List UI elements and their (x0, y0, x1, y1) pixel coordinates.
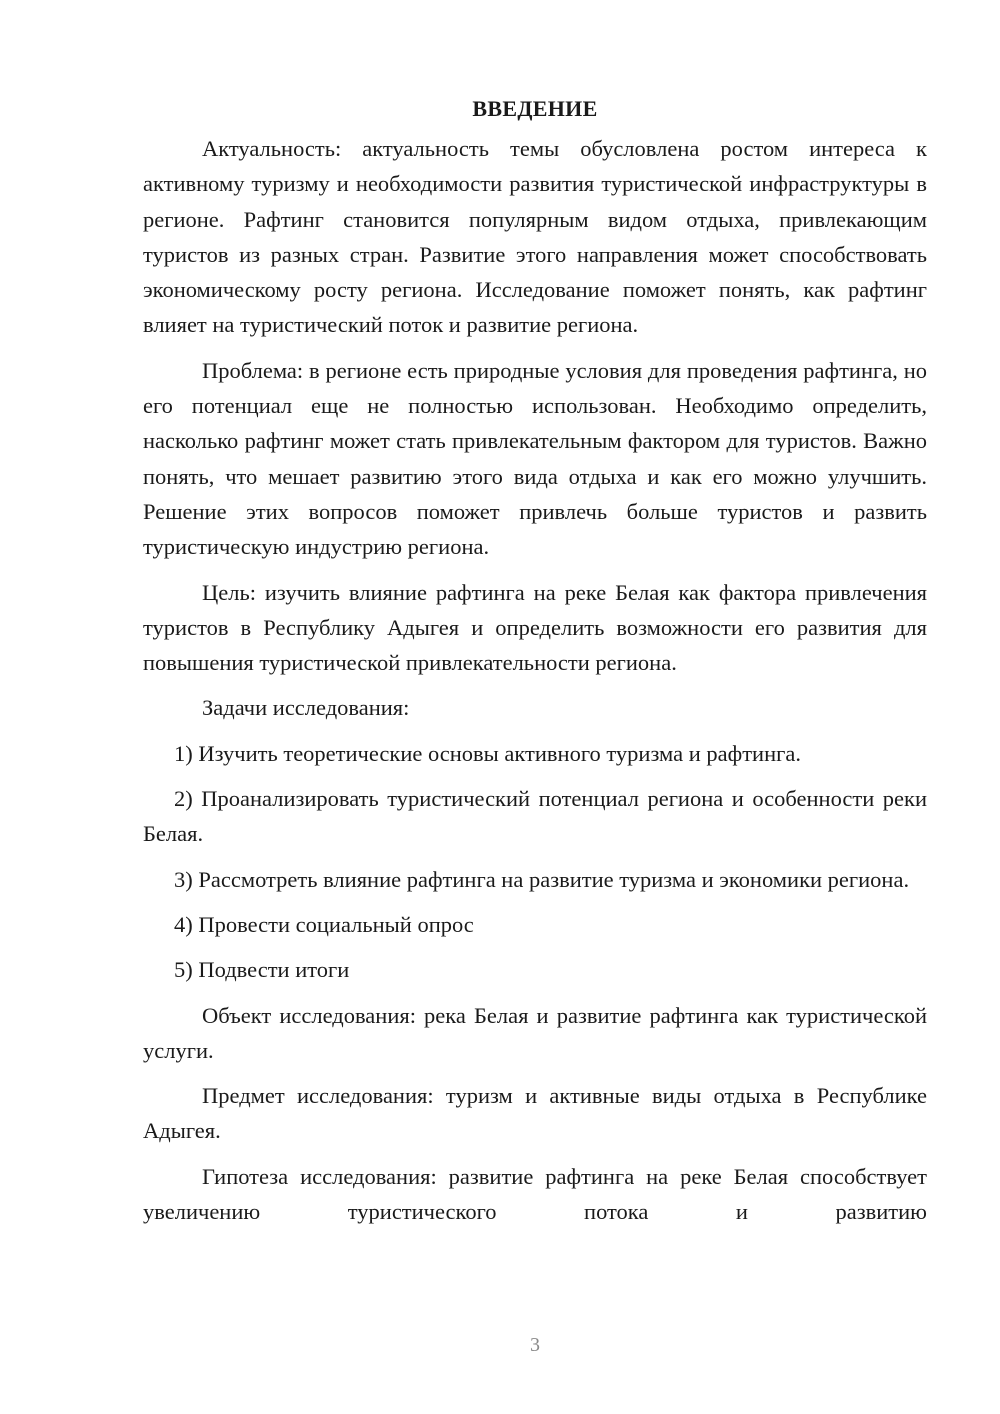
page-number: 3 (530, 1334, 540, 1356)
object-paragraph: Объект исследования: река Белая и развитие рафтинга как туристической услуги. (143, 1002, 927, 1063)
problem-paragraph: Проблема: в регионе есть природные условия для проведения рафтинга, но его потенциал еще не полностью использован. Необходимо определить, насколько рафтинг может стать привлекательным фактором для туристов. Важно понять, что мешает развитию этого вида отдыха и как его можно улучшить. Решение этих вопросов поможет привлечь больше туристов и развить туристическую индустрию региона. (143, 357, 927, 560)
hypothesis-paragraph: Гипотеза исследования: развитие рафтинга на реке Белая способствует увеличению туристического потока и развитию (143, 1163, 927, 1225)
relevance-paragraph: Актуальность: актуальность темы обусловлена ростом интереса к активному туризму и необходимости развития туристической инфраструктуры в регионе. Рафтинг становится популярным видом отдыха, привлекающим туристов из разных стран. Развитие этого направления может способствовать экономическому росту региона. Исследование поможет понять, как рафтинг влияет на туристический поток и развитие региона. (143, 136, 927, 338)
tasks-heading: Задачи исследования: (202, 695, 410, 721)
task-item-1: 1) Изучить теоретические основы активного туризма и рафтинга. (174, 740, 801, 766)
task-item-2: 2) Проанализировать туристический потенциал региона и особенности реки Белая. (143, 786, 927, 847)
subject-paragraph: Предмет исследования: туризм и активные виды отдыха в Республике Адыгея. (143, 1083, 927, 1144)
task-item-4: 4) Провести социальный опрос (174, 911, 474, 937)
goal-paragraph: Цель: изучить влияние рафтинга на реке Белая как фактора привлечения туристов в Республику Адыгея и определить возможности его развития для повышения туристической привлекательности региона. (143, 579, 927, 676)
task-item-5: 5) Подвести итоги (174, 957, 350, 983)
task-item-3: 3) Рассмотреть влияние рафтинга на развитие туризма и экономики региона. (174, 866, 910, 892)
page-content (143, 92, 927, 1229)
section-heading: ВВЕДЕНИЕ (472, 96, 598, 121)
